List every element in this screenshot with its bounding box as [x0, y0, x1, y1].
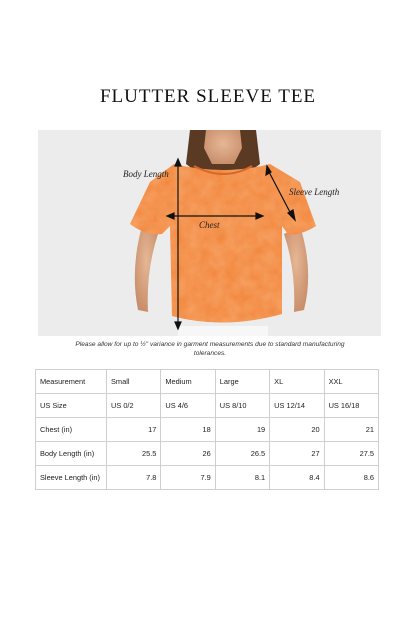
size-chart-table — [35, 369, 379, 490]
header-xxl: XXL — [324, 370, 378, 394]
table-cell: US 12/14 — [270, 394, 324, 418]
table-cell: US 0/2 — [107, 394, 161, 418]
table-cell: 25.5 — [107, 442, 161, 466]
row-label: Body Length (in) — [36, 442, 107, 466]
table-header-row — [36, 370, 379, 394]
table-cell: US 16/18 — [324, 394, 378, 418]
table-cell: 20 — [270, 418, 324, 442]
table-row — [36, 466, 379, 490]
body-length-label: Body Length — [123, 169, 169, 179]
row-label: Sleeve Length (in) — [36, 466, 107, 490]
table-cell: 8.4 — [270, 466, 324, 490]
table-cell: 17 — [107, 418, 161, 442]
table-cell: US 8/10 — [215, 394, 269, 418]
table-cell: US 4/6 — [161, 394, 215, 418]
table-row — [36, 418, 379, 442]
table-cell: 8.6 — [324, 466, 378, 490]
table-cell: 8.1 — [215, 466, 269, 490]
table-cell: 27.5 — [324, 442, 378, 466]
table-cell: 27 — [270, 442, 324, 466]
header-small: Small — [107, 370, 161, 394]
row-label: Chest (in) — [36, 418, 107, 442]
table-cell: 19 — [215, 418, 269, 442]
chest-label: Chest — [199, 220, 220, 230]
table-cell: 21 — [324, 418, 378, 442]
table-row — [36, 394, 379, 418]
table-cell: 18 — [161, 418, 215, 442]
header-large: Large — [215, 370, 269, 394]
row-label: US Size — [36, 394, 107, 418]
header-measurement: Measurement — [36, 370, 107, 394]
model-illustration — [38, 130, 381, 336]
table-cell: 7.8 — [107, 466, 161, 490]
product-photo — [38, 130, 381, 336]
table-cell: 26.5 — [215, 442, 269, 466]
sleeve-length-label: Sleeve Length — [289, 187, 340, 197]
variance-disclaimer: Please allow for up to ½" variance in garment measurements due to standard manufacturing tolerances. — [75, 341, 345, 357]
header-medium: Medium — [161, 370, 215, 394]
table-cell: 26 — [161, 442, 215, 466]
table-cell: 7.9 — [161, 466, 215, 490]
table-row — [36, 442, 379, 466]
header-xl: XL — [270, 370, 324, 394]
page-title: FLUTTER SLEEVE TEE — [99, 86, 317, 107]
